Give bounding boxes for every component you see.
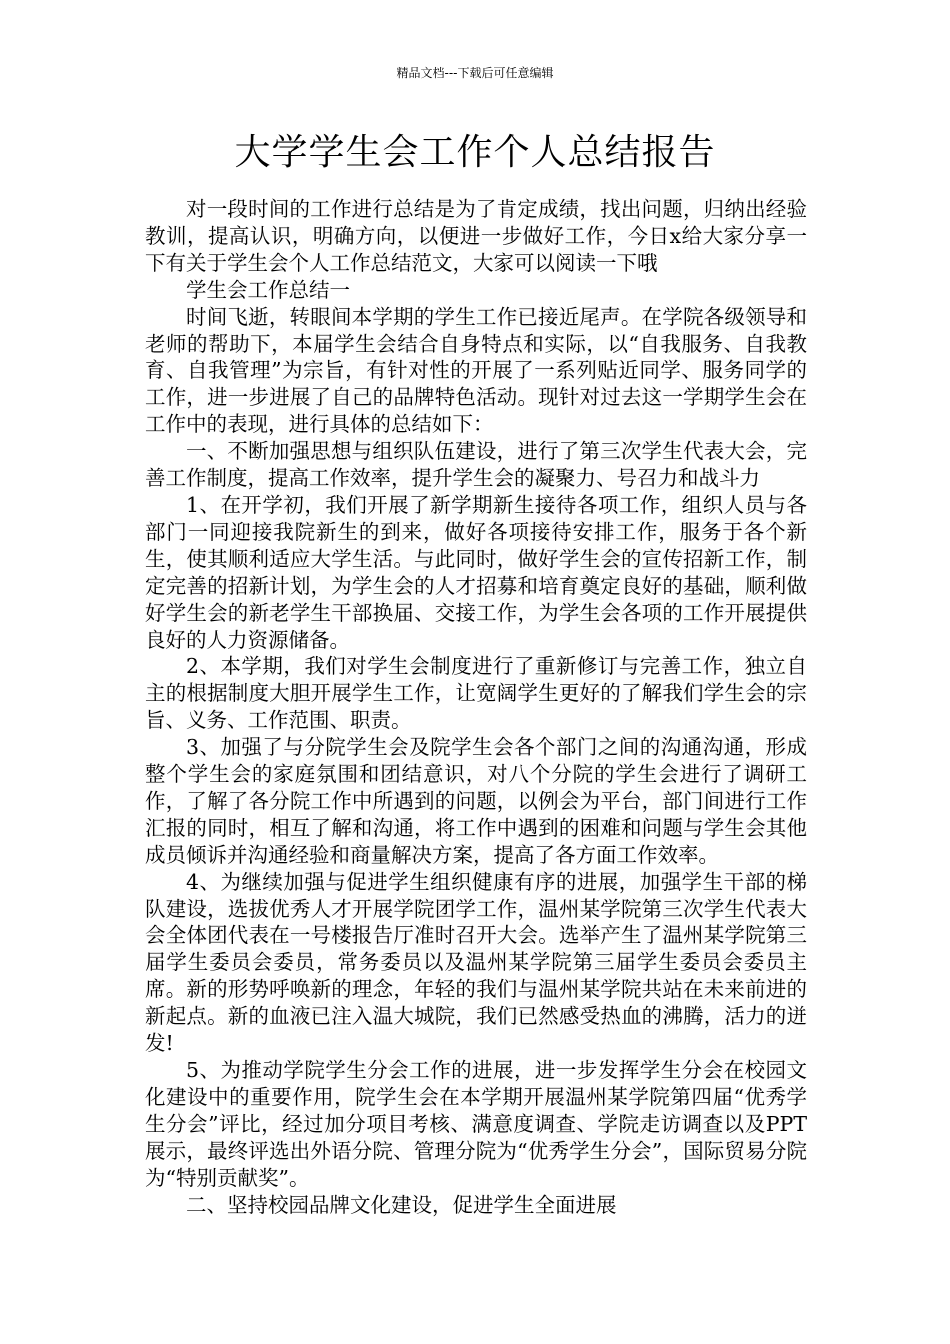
body-paragraph: 4、为继续加强与促进学生组织健康有序的进展，加强学生干部的梯队建设，选拔优秀人才开展学院团学工作，温州某学院第三次学生代表大会全体团代表在一号楼报告厅准时召开大会。选举产生了温州某学院第三届学生委员会委员，常务委员以及温州某学院第三届学生委员会委员主席。新的形势呼唤新的理念，年轻的我们与温州某学院共站在未来前进的新起点。新的血液已注入温大城院，我们已然感受热血的沸腾，活力的迸发! [145, 869, 807, 1056]
intro-paragraph: 对一段时间的工作进行总结是为了肯定成绩，找出问题，归纳出经验教训，提高认识，明确方向，以便进一步做好工作，今日x给大家分享一下有关于学生会个人工作总结范文，大家可以阅读一下哦 [145, 197, 807, 275]
body-paragraph: 一、不断加强思想与组织队伍建设，进行了第三次学生代表大会，完善工作制度，提高工作效率，提升学生会的凝聚力、号召力和战斗力 [145, 439, 807, 491]
document-title: 大学学生会工作个人总结报告 [234, 132, 716, 173]
body-paragraph: 二、坚持校园品牌文化建设，促进学生全面进展 [186, 1192, 617, 1217]
body-paragraph: 5、为推动学院学生分会工作的进展，进一步发挥学生分会在校园文化建设中的重要作用，院学生会在本学期开展温州某学院第四届“优秀学生分会”评比，经过加分项目考核、满意度调查、学院走访调查以及PPT展示，最终评选出外语分院、管理分院为“优秀学生分会”，国际贸易分院为“特别贡献奖”。 [145, 1058, 807, 1190]
section-heading: 学生会工作总结一 [186, 277, 350, 302]
body-paragraph: 3、加强了与分院学生会及院学生会各个部门之间的沟通沟通，形成整个学生会的家庭氛围和团结意识，对八个分院的学生会进行了调研工作，了解了各分院工作中所遇到的问题，以例会为平台，部门间进行工作汇报的同时，相互了解和沟通，将工作中遇到的困难和问题与学生会其他成员倾诉并沟通经验和商量解决方案，提高了各方面工作效率。 [145, 735, 807, 867]
body-paragraph: 时间飞逝，转眼间本学期的学生工作已接近尾声。在学院各级领导和老师的帮助下，本届学生会结合自身特点和实际，以“自我服务、自我教育、自我管理”为宗旨，有针对性的开展了一系列贴近同学、服务同学的工作，进一步进展了自己的品牌特色活动。现针对过去这一学期学生会在工作中的表现，进行具体的总结如下： [145, 304, 807, 437]
body-paragraph: 1、在开学初，我们开展了新学期新生接待各项工作，组织人员与各部门一同迎接我院新生的到来，做好各项接待安排工作，服务于各个新生，使其顺利适应大学生活。与此同时，做好学生会的宣传招新工作，制定完善的招新计划，为学生会的人才招募和培育奠定良好的基础，顺利做好学生会的新老学生干部换届、交接工作，为学生会各项的工作开展提供良好的人力资源储备。 [145, 492, 807, 652]
body-paragraph: 2、本学期，我们对学生会制度进行了重新修订与完善工作，独立自主的根据制度大胆开展学生工作，让宽阔学生更好的了解我们学生会的宗旨、义务、工作范围、职责。 [145, 654, 807, 733]
document-body [145, 196, 807, 1218]
page-header: 精品文档---下载后可任意编辑 [396, 66, 554, 80]
